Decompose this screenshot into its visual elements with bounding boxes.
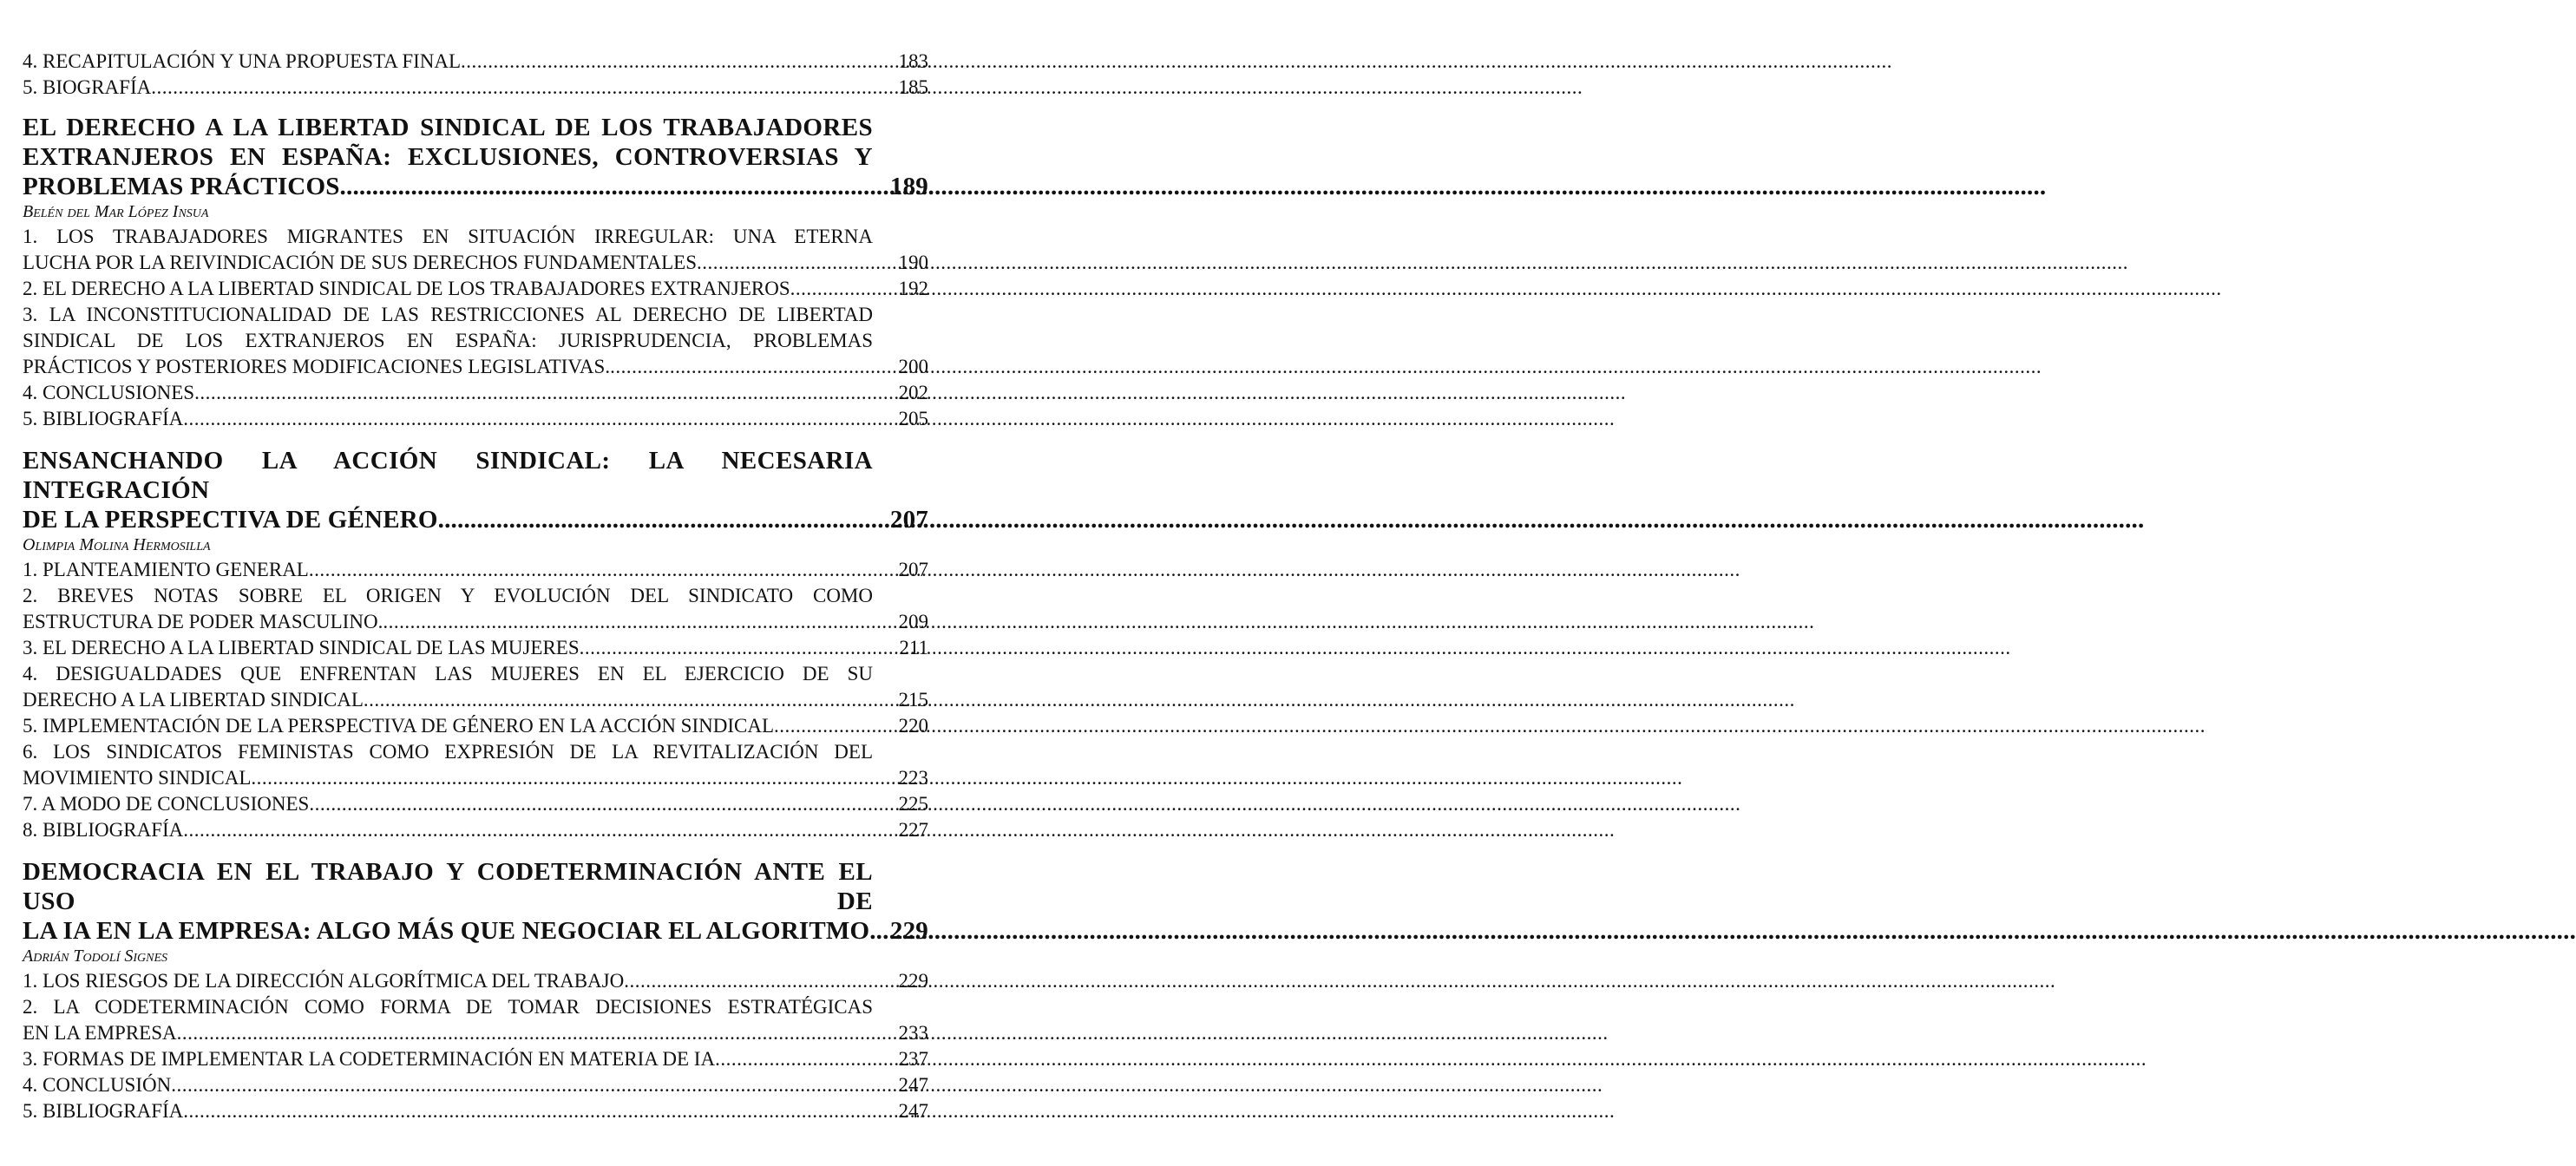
toc-entry[interactable]: [23, 609, 928, 635]
dot-leader: [438, 505, 890, 534]
toc-entry-page: 183: [898, 50, 928, 72]
chapter-author: Belén del Mar López Insua: [23, 202, 209, 221]
toc-entry[interactable]: [23, 406, 928, 432]
chapter-title-entry[interactable]: [23, 505, 928, 534]
toc-entry-title: 5. BIOGRAFÍA: [23, 76, 152, 98]
toc-entry-title: LUCHA POR LA REIVINDICACIÓN DE SUS DERECHOS FUNDAMENTALES: [23, 252, 698, 273]
toc-entry-title: 3. EL DERECHO A LA LIBERTAD SINDICAL DE LAS MUJERES: [23, 637, 580, 658]
toc-entry-line[interactable]: 2. BREVES NOTAS SOBRE EL ORIGEN Y EVOLUCIÓN DEL SINDICATO COMO: [23, 585, 873, 606]
dot-leader: [580, 635, 900, 661]
toc-entry-line[interactable]: SINDICAL DE LOS EXTRANJEROS EN ESPAÑA: JURISPRUDENCIA, PROBLEMAS: [23, 330, 873, 351]
toc-section-continuation: [23, 49, 928, 101]
toc-entry-title: 1. PLANTEAMIENTO GENERAL: [23, 559, 309, 580]
dot-leader: [251, 765, 898, 791]
toc-entry-page: 233: [898, 1022, 928, 1044]
toc-entry-page: 207: [898, 559, 928, 580]
dot-leader: [624, 968, 898, 994]
chapter-page: 189: [889, 173, 928, 200]
dot-leader: [309, 557, 899, 583]
toc-entry-page: 185: [898, 76, 928, 98]
toc-entry-title: 4. CONCLUSIÓN: [23, 1074, 172, 1096]
chapter-title-line[interactable]: ENSANCHANDO LA ACCIÓN SINDICAL: LA NECESARIA INTEGRACIÓN: [23, 447, 873, 504]
dot-leader: [774, 713, 898, 739]
toc-entry[interactable]: [23, 791, 928, 817]
toc-entry-page: 200: [898, 356, 928, 377]
chapter-title-entry[interactable]: [23, 172, 928, 201]
toc-chapter-libertad-sindical-extranjeros: [23, 113, 928, 432]
toc-entry[interactable]: [23, 713, 928, 739]
dot-leader: [183, 406, 898, 432]
toc-entry-line[interactable]: 1. LOS TRABAJADORES MIGRANTES EN SITUACIÓN IRREGULAR: UNA ETERNA: [23, 226, 873, 247]
chapter-page: 207: [889, 506, 928, 534]
toc-entry-title: DERECHO A LA LIBERTAD SINDICAL: [23, 689, 364, 711]
dot-leader: [715, 1046, 898, 1072]
dot-leader: [790, 276, 899, 302]
toc-entry-page: 190: [898, 252, 928, 273]
toc-entry-page: 211: [899, 637, 928, 658]
toc-entry[interactable]: [23, 49, 928, 75]
toc-entry-title: 4. RECAPITULACIÓN Y UNA PROPUESTA FINAL: [23, 50, 462, 72]
toc-entry-page: 220: [898, 715, 928, 737]
toc-entry[interactable]: [23, 276, 928, 302]
chapter-author: Olimpia Molina Hermosilla: [23, 535, 211, 554]
toc-entry[interactable]: [23, 687, 928, 713]
toc-chapter-democracia-trabajo-ia: [23, 857, 928, 1124]
toc-entry[interactable]: [23, 354, 928, 380]
toc-entry[interactable]: [23, 1046, 928, 1072]
chapter-title-line: PROBLEMAS PRÁCTICOS: [23, 173, 340, 200]
toc-entry-line[interactable]: 6. LOS SINDICATOS FEMINISTAS COMO EXPRESIÓN DE LA REVITALIZACIÓN DEL: [23, 741, 873, 763]
dot-leader: [183, 817, 898, 843]
toc-entry-page: 215: [898, 689, 928, 711]
toc-entry[interactable]: [23, 380, 928, 406]
toc-entry-title: 5. IMPLEMENTACIÓN DE LA PERSPECTIVA DE GÉNERO EN LA ACCIÓN SINDICAL: [23, 715, 775, 737]
toc-entry[interactable]: [23, 765, 928, 791]
dot-leader: [697, 250, 898, 276]
dot-leader: [151, 75, 898, 101]
toc-entry-page: 225: [898, 793, 928, 815]
toc-entry-title: 2. EL DERECHO A LA LIBERTAD SINDICAL DE LOS TRABAJADORES EXTRANJEROS: [23, 278, 790, 299]
dot-leader: [364, 687, 899, 713]
dot-leader: [171, 1072, 898, 1098]
toc-entry-title: ESTRUCTURA DE PODER MASCULINO.: [23, 611, 383, 632]
chapter-page: 229: [889, 917, 928, 945]
toc-entry-title: EN LA EMPRESA: [23, 1022, 177, 1044]
toc-entry-page: 202: [898, 382, 928, 403]
chapter-title-line[interactable]: DEMOCRACIA EN EL TRABAJO Y CODETERMINACIÓN ANTE EL USO DE: [23, 858, 873, 915]
chapter-title-line[interactable]: EXTRANJEROS EN ESPAÑA: EXCLUSIONES, CONTROVERSIAS Y: [23, 143, 873, 171]
toc-entry-title: 1. LOS RIESGOS DE LA DIRECCIÓN ALGORÍTMICA DEL TRABAJO: [23, 970, 625, 992]
toc-entry[interactable]: [23, 250, 928, 276]
toc-entry[interactable]: [23, 1020, 928, 1046]
dot-leader: [309, 791, 898, 817]
toc-entry-title: 5. BIBLIOGRAFÍA: [23, 408, 184, 429]
toc-entry-title: PRÁCTICOS Y POSTERIORES MODIFICACIONES LEGISLATIVAS.: [23, 356, 611, 377]
chapter-title-line: LA IA EN LA EMPRESA: ALGO MÁS QUE NEGOCIAR EL ALGORITMO: [23, 917, 870, 945]
dot-leader: [461, 49, 898, 75]
toc-entry-page: 227: [898, 819, 928, 841]
toc-entry-page: 205: [898, 408, 928, 429]
toc-entry-page: 223: [898, 767, 928, 789]
toc-entry-page: 247: [898, 1100, 928, 1122]
table-of-contents: [23, 49, 928, 1138]
toc-entry-title: 5. BIBLIOGRAFÍA: [23, 1100, 184, 1122]
chapter-title-line[interactable]: EL DERECHO A LA LIBERTAD SINDICAL DE LOS TRABAJADORES: [23, 114, 873, 141]
toc-entry-page: 192: [898, 278, 928, 299]
chapter-author: Adrián Todolí Signes: [23, 947, 167, 966]
toc-entry-page: 247: [898, 1074, 928, 1096]
toc-chapter-perspectiva-genero: [23, 446, 928, 843]
toc-entry-page: 237: [898, 1048, 928, 1070]
toc-entry-title: 8. BIBLIOGRAFÍA: [23, 819, 184, 841]
toc-entry-page: 229: [898, 970, 928, 992]
toc-entry[interactable]: [23, 1098, 928, 1124]
dot-leader: [183, 1098, 898, 1124]
toc-entry-title: MOVIMIENTO SINDICAL: [23, 767, 252, 789]
toc-entry-line[interactable]: 4. DESIGUALDADES QUE ENFRENTAN LAS MUJERES EN EL EJERCICIO DE SU: [23, 663, 873, 685]
toc-entry[interactable]: [23, 557, 928, 583]
chapter-title-entry[interactable]: [23, 916, 928, 946]
toc-entry[interactable]: [23, 75, 928, 101]
toc-entry[interactable]: [23, 1072, 928, 1098]
toc-entry[interactable]: [23, 817, 928, 843]
toc-entry[interactable]: [23, 635, 928, 661]
toc-entry-title: 4. CONCLUSIONES: [23, 382, 195, 403]
dot-leader: [610, 354, 898, 380]
dot-leader: [869, 916, 890, 946]
chapter-title-line: DE LA PERSPECTIVA DE GÉNERO: [23, 506, 438, 534]
toc-entry-line[interactable]: 2. LA CODETERMINACIÓN COMO FORMA DE TOMAR DECISIONES ESTRATÉGICAS: [23, 996, 873, 1018]
dot-leader: [383, 609, 898, 635]
dot-leader: [177, 1020, 899, 1046]
toc-entry-title: 3. FORMAS DE IMPLEMENTAR LA CODETERMINACIÓN EN MATERIA DE IA: [23, 1048, 716, 1070]
toc-entry-title: 7. A MODO DE CONCLUSIONES: [23, 793, 310, 815]
toc-entry-page: 209: [898, 611, 928, 632]
dot-leader: [194, 380, 898, 406]
toc-entry[interactable]: [23, 968, 928, 994]
toc-entry-line[interactable]: 3. LA INCONSTITUCIONALIDAD DE LAS RESTRICCIONES AL DERECHO DE LIBERTAD: [23, 304, 873, 325]
dot-leader: [340, 172, 890, 201]
